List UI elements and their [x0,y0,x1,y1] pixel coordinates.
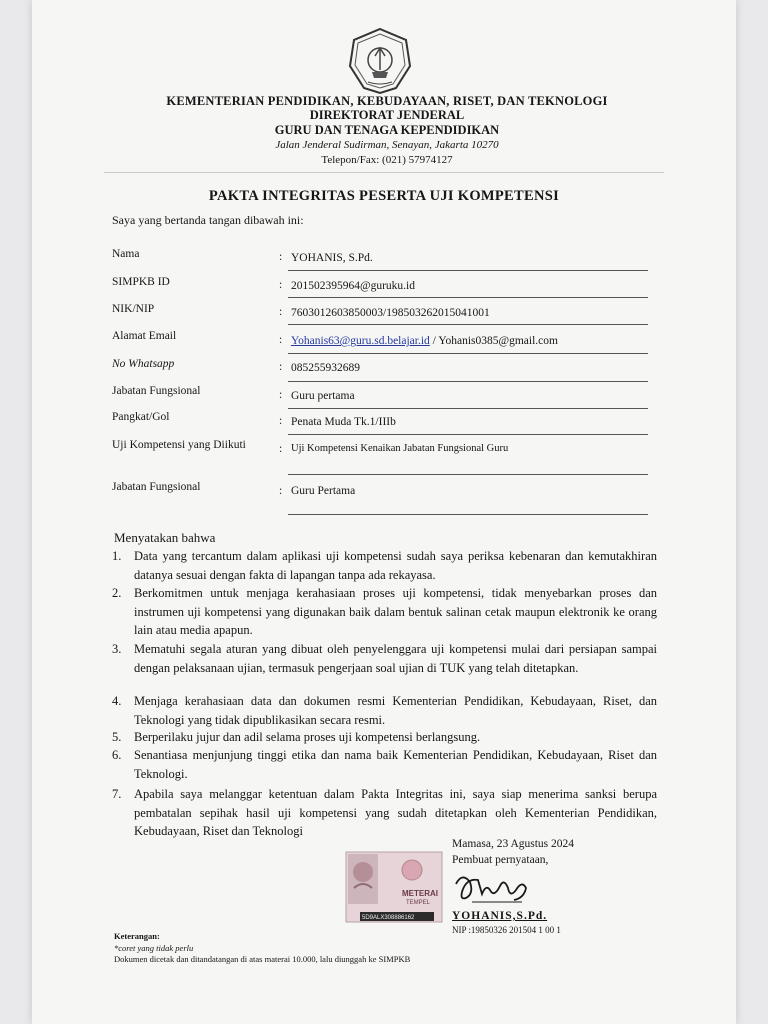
tut-wuri-handayani-emblem-icon [344,26,416,96]
field-label-nik: NIK/NIP [112,303,155,315]
field-colon: : [279,279,283,291]
declaration-item: 7. Apabila saya melanggar ketentuan dalam Pakta Integritas ini, saya siap menerima sanksi berupa pembatalan sepihak hasil uji kompetensi yang sudah ditetapkan oleh Kementerian Pendidikan, Kebudayaan, Riset dan Teknologi [112,787,657,838]
intro-text: Saya yang bertanda tangan dibawah ini: [112,213,304,227]
field-value-nik: 7603012603850003/198503262015041001 [291,307,490,319]
field-value-whatsapp: 085255932689 [291,362,360,374]
field-label-jabatan-2: Jabatan Fungsional [112,481,201,493]
email-link[interactable]: Yohanis63@guru.sd.belajar.id [291,335,430,347]
ministry-name: KEMENTERIAN PENDIDIKAN, KEBUDAYAAN, RISET, DAN TEKNOLOGI [166,94,608,108]
field-value-pangkat: Penata Muda Tk.1/IIIb [291,416,396,428]
notes-heading: Keterangan: [114,931,160,941]
stamp-text-2: TEMPEL [406,900,431,906]
declaration-item: 6. Senantiasa menjunjung tinggi etika dan nama baik Kementerian Pendidikan, Kebudayaan, Riset dan Teknologi. [112,748,657,781]
declaration-item: 1. Data yang tercantum dalam aplikasi uji kompetensi sudah saya periksa kebenaran dan kemutakhiran datanya sesuai dengan fakta di lapangan tanpa ada rekayasa. [112,549,657,582]
place-date: Mamasa, 23 Agustus 2024 [452,838,575,850]
notes-line-1: *coret yang tidak perlu [114,943,194,953]
directorate-name: DIREKTORAT JENDERAL [309,108,465,122]
handwritten-signature-icon [452,864,532,908]
field-underline [288,324,648,325]
field-colon: : [279,334,283,346]
maker-label: Pembuat pernyataan, [452,854,549,866]
signer-name: YOHANIS,S.Pd. [452,910,548,922]
field-value-simpkb: 201502395964@guruku.id [291,280,415,292]
field-value-jabatan-2: Guru Pertama [291,485,356,497]
address: Jalan Jenderal Sudirman, Senayan, Jakarta 10270 [275,139,499,151]
declaration-item: 4. Menjaga kerahasiaan data dan dokumen resmi Kementerian Pendidikan, Kebudayaan, Riset, dan Teknologi yang tidak dipublikasikan secara resmi. [112,694,657,727]
field-label-uji-kompetensi: Uji Kompetensi yang Diikuti [112,439,246,451]
signer-nip: NIP :19850326 201504 1 00 1 [452,925,561,935]
field-colon: : [279,251,283,263]
field-underline [288,353,648,354]
field-value-uji-kompetensi: Uji Kompetensi Kenaikan Jabatan Fungsional Guru [291,443,509,454]
field-colon: : [279,415,283,427]
declaration-heading: Menyatakan bahwa [114,530,216,545]
notes-line-2: Dokumen dicetak dan ditandatangan di atas materai 10.000, lalu diunggah ke SIMPKB [114,954,411,964]
stamp-code: 5D9ALX308886162 [362,915,415,921]
field-underline [288,297,648,298]
header-divider [104,172,664,173]
field-colon: : [279,361,283,373]
field-label-nama: Nama [112,248,140,260]
field-underline [288,270,648,271]
division-name: GURU DAN TENAGA KEPENDIDIKAN [274,123,500,137]
field-underline [288,474,648,475]
field-underline [288,381,648,382]
field-colon: : [279,485,283,497]
field-label-jabatan: Jabatan Fungsional [112,385,201,397]
email-secondary: / Yohanis0385@gmail.com [429,335,558,347]
stamp-text-1: METERAI [402,889,438,898]
field-colon: : [279,306,283,318]
declaration-item: 5. Berperilaku jujur dan adil selama proses uji kompetensi berlangsung. [112,730,481,744]
field-underline [288,514,648,515]
field-underline [288,434,648,435]
field-value-nama: YOHANIS, S.Pd. [291,252,373,264]
materai-stamp-icon [344,850,444,924]
field-value-jabatan: Guru pertama [291,390,355,402]
document-title: PAKTA INTEGRITAS PESERTA UJI KOMPETENSI [208,188,560,204]
field-label-simpkb: SIMPKB ID [112,276,170,288]
field-value-email [291,335,558,347]
declaration-item: 3. Mematuhi segala aturan yang dibuat oleh penyelenggara uji kompetensi mulai dari persiapan sampai dengan pelaksanaan ujian, termasuk pengerjaan soal ujian di TUK yang telah ditetapkan. [112,642,657,675]
field-label-pangkat: Pangkat/Gol [112,411,170,423]
field-colon: : [279,443,283,455]
field-colon: : [279,389,283,401]
declaration-item: 2. Berkomitmen untuk menjaga kerahasiaan proses uji kompetensi, tidak menyebarkan proses dan instrumen uji kompetensi yang digunakan baik dalam bentuk salinan cetak maupun elektronik ke orang lain atau media apapun. [112,586,657,637]
field-label-email: Alamat Email [112,330,177,342]
field-label-whatsapp: No Whatsapp [112,358,175,370]
phone: Telepon/Fax: (021) 57974127 [321,154,453,166]
field-underline [288,408,648,409]
